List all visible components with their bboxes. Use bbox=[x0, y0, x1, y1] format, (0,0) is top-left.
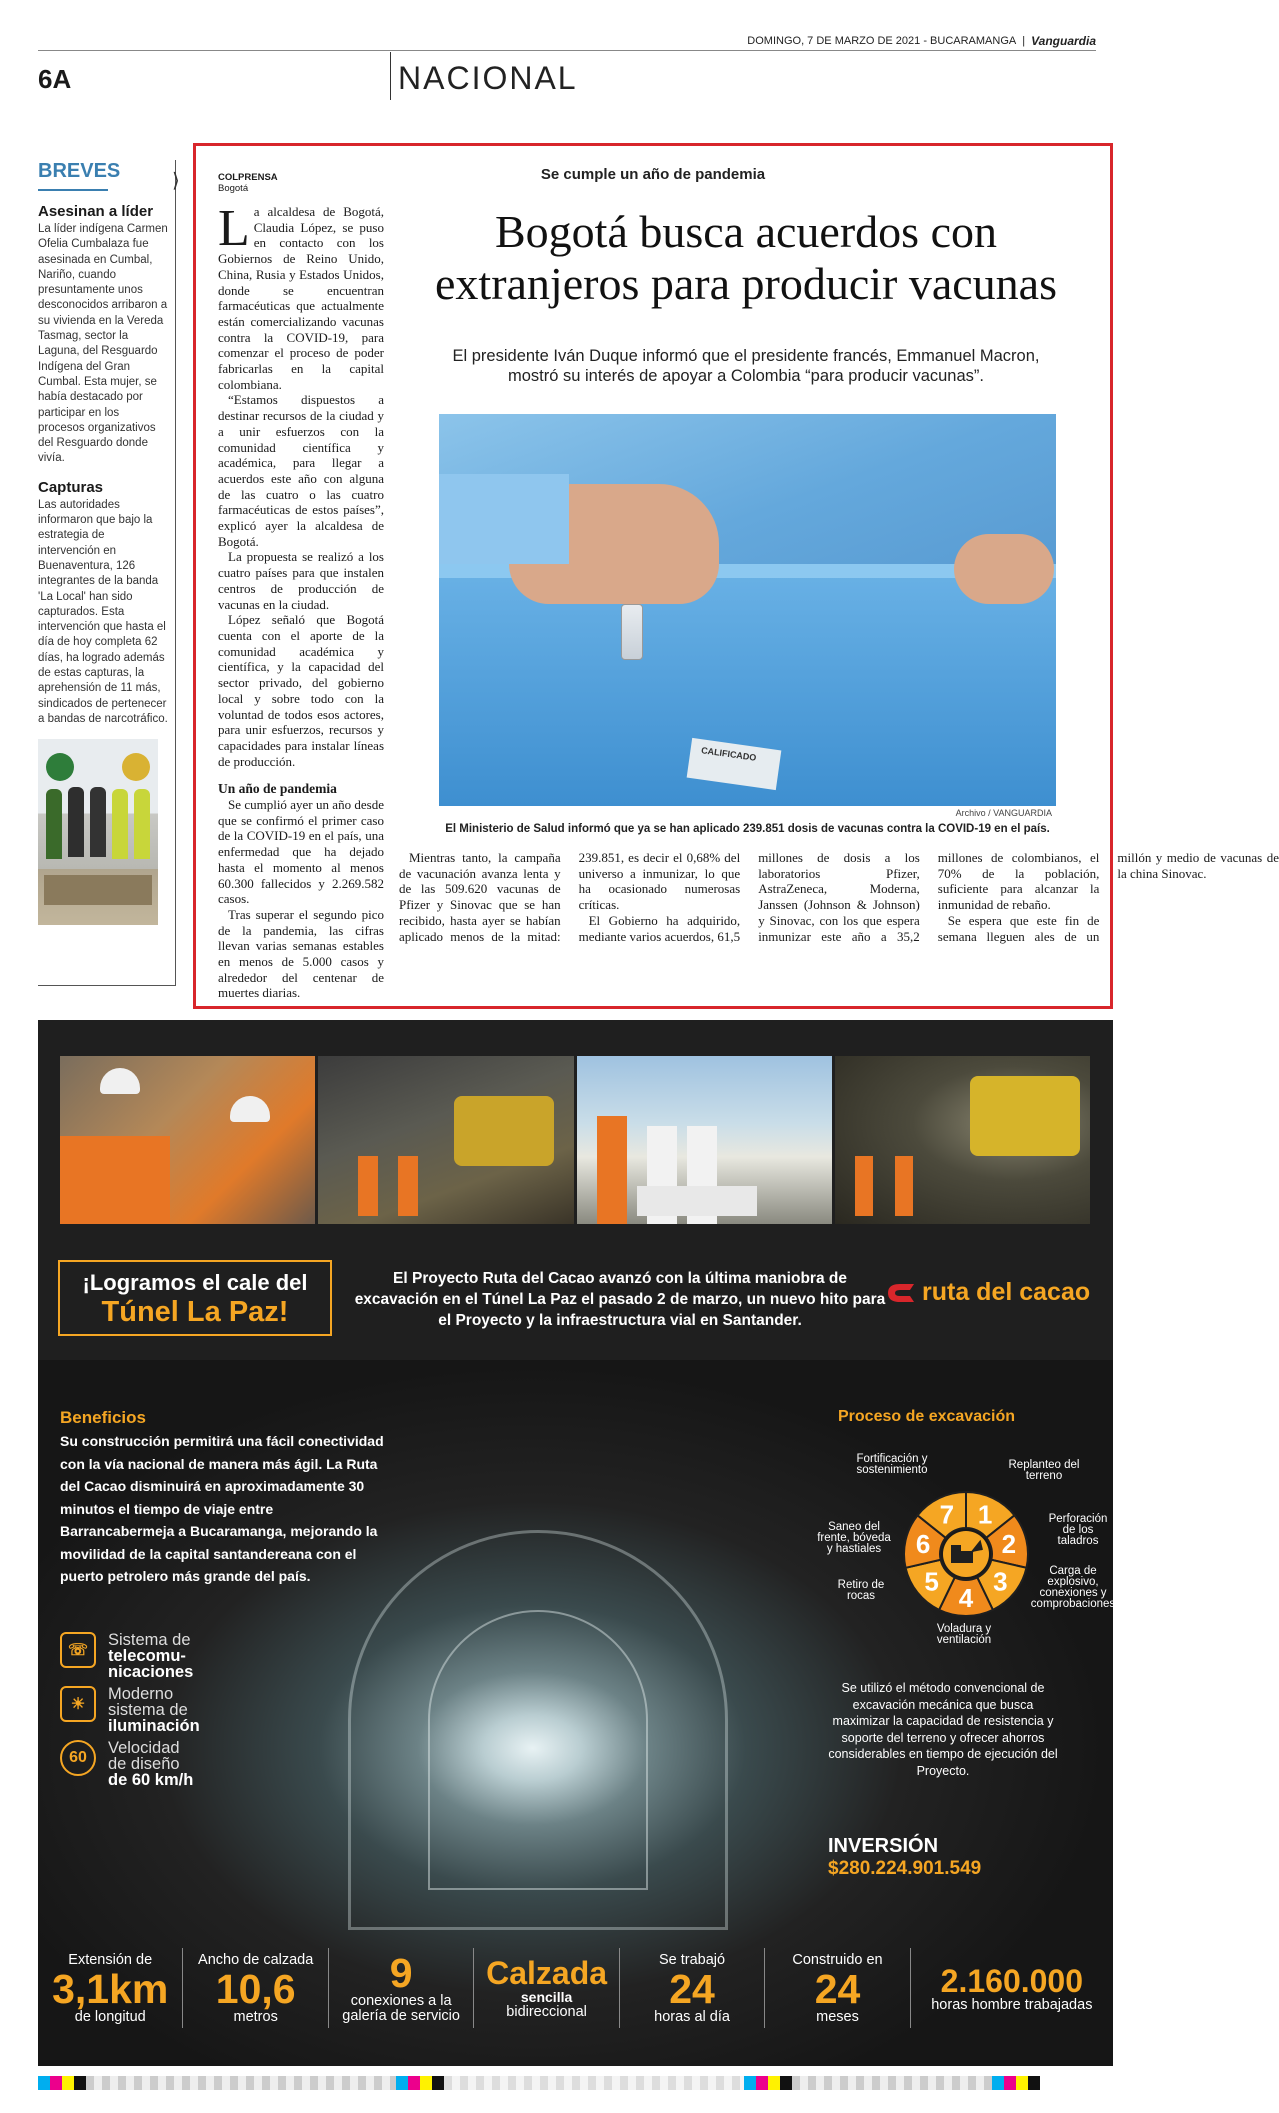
stat-road: Calzada sencilla bidireccional bbox=[474, 1948, 619, 2028]
photo-caption: El Ministerio de Salud informó que ya se han aplicado 239.851 dosis de vacunas contra la COVID-19 en el país. bbox=[445, 823, 1050, 835]
byline bbox=[218, 172, 278, 194]
banner-text: El Proyecto Ruta del Cacao avanzó con la última maniobra de excavación en el Túnel La Paz el pasado 2 de marzo, un nuevo hito para el Proyecto y la infraestructura vial en Santander. bbox=[354, 1270, 886, 1329]
step-label: Retiro de rocas bbox=[837, 1579, 885, 1602]
article-paragraph: Tras superar el segundo pico de la pandemia, las cifras llevan varias semanas estables en menos de 5.000 casos y alrededor del centenar de muertes diarias. bbox=[218, 906, 384, 1001]
ad-photo-officials bbox=[577, 1056, 832, 1224]
article-paragraph: La propuesta se realizó a los cuatro países para que instalen centros de producción de vacunas en la ciudad. bbox=[218, 549, 384, 612]
box-label: CALIFICADO bbox=[700, 745, 757, 763]
breves-title: BREVES bbox=[38, 160, 108, 191]
article-kicker: Se cumple un año de pandemia bbox=[540, 166, 766, 183]
step-label: Fortificación y sostenimiento bbox=[856, 1453, 928, 1476]
breve-photo bbox=[38, 739, 158, 925]
photo-credit: Archivo / VANGUARDIA bbox=[955, 808, 1052, 818]
army-emblem-icon bbox=[122, 753, 150, 781]
byline-city: Bogotá bbox=[218, 183, 249, 194]
logo-swoosh-icon bbox=[886, 1282, 916, 1304]
process-step-number: 4 bbox=[958, 1583, 974, 1613]
process-step-number: 5 bbox=[924, 1566, 939, 1597]
drill-machine-icon bbox=[970, 1076, 1080, 1156]
feature-lighting: ☀ Moderno sistema de iluminación bbox=[60, 1686, 200, 1734]
breve-headline: Asesinan a líder bbox=[38, 203, 154, 220]
article-bottom-columns bbox=[399, 850, 1279, 1000]
ad-photo-workers bbox=[60, 1056, 315, 1224]
banner-box bbox=[58, 1260, 332, 1336]
article-photo bbox=[439, 414, 1056, 806]
step-label: Carga de explosivo, conexiones y comprobaciones bbox=[1030, 1565, 1116, 1610]
ad-photo-strip bbox=[60, 1056, 1090, 1224]
ruta-del-cacao-logo: ruta del cacao bbox=[886, 1278, 1090, 1307]
process-title: Proceso de excavación bbox=[838, 1408, 1015, 1425]
stat-width: Ancho de calzada 10,6 metros bbox=[183, 1948, 328, 2028]
process-wheel bbox=[816, 1442, 1116, 1672]
breve-text: Las autoridades informaron que bajo la estrategia de intervención en Buenaventura, 126 integrantes de la banda 'La Local' han sido capturados. Esta intervención que hasta el día de hoy completa 62 días, ha logrado además de estas capturas, la aprehensión de 11 más, sindicados de pertenecer a bandas de narcotráfico. bbox=[38, 498, 168, 725]
article-subhead: El presidente Iván Duque informó que el presidente francés, Emmanuel Macron, mostró su interés de apoyar a Colombia “para producir vacunas”. bbox=[452, 347, 1040, 385]
breve-headline: Capturas bbox=[38, 478, 104, 496]
main-article bbox=[193, 143, 1279, 1009]
article-paragraph: El Gobierno ha adquirido, mediante varios acuerdos, 61,5 millones de dosis a los laboratorios Pfizer, AstraZeneca, Moderna, Janssen (Johnson & Johnson) y Sinovac, con los que espera inmunizar este año a 35,2 millones de colombianos, el 70% de la población, suficiente para alcanzar la inmunidad de rebaño. bbox=[578, 850, 1100, 944]
feature-telecom: ☏ Sistema de telecomu- nicaciones bbox=[60, 1632, 193, 1680]
phone-icon: ☏ bbox=[60, 1632, 96, 1668]
step-label: Saneo del frente, bóveda y hastiales bbox=[817, 1521, 891, 1555]
process-step-number: 2 bbox=[1001, 1529, 1017, 1560]
banner-line-2: Túnel La Paz! bbox=[101, 1296, 289, 1328]
investment-value: $280.224.901.549 bbox=[828, 1858, 982, 1879]
section-title: NACIONAL bbox=[398, 60, 578, 96]
stats-bar bbox=[38, 1940, 1113, 2036]
article-paragraph: La alcaldesa de Bogotá, Claudia López, se puso en contacto con los Gobiernos de Reino Unido, China, Rusia y Estados Unidos, donde se encuentran farmacéuticas que actualmente están comercializando vacunas contra la COVID-19, para comenzar el proceso de poder fabricarlas en la capital colombiana. bbox=[218, 200, 384, 392]
brand-logo: Vanguardia bbox=[1031, 34, 1096, 48]
stat-hours-day: Se trabajó 24 horas al día bbox=[620, 1948, 765, 2028]
banner-line-1: ¡Logramos el cale del bbox=[82, 1270, 308, 1295]
step-label: Perforación de los taladros bbox=[1048, 1513, 1108, 1547]
investment-label: INVERSIÓN bbox=[828, 1835, 939, 1857]
article-paragraph: Se cumplió ayer un año desde que se confirmó el primer caso de la COVID-19 en el país, una enfermedad que ha dejado hasta el momento al menos 60.300 fallecidos y 2.269.582 casos. bbox=[218, 797, 384, 907]
stat-extension: Extensión de 3,1km de longitud bbox=[38, 1948, 183, 2028]
drop-cap: L bbox=[218, 200, 250, 257]
process-step-number: 3 bbox=[993, 1566, 1008, 1597]
step-label: Replanteo del terreno bbox=[1008, 1459, 1080, 1482]
dateline: DOMINGO, 7 DE MARZO DE 2021 - BUCARAMANGA | Vanguardia bbox=[747, 34, 1096, 48]
print-color-bar bbox=[38, 2076, 1113, 2090]
article-paragraph: Se espera que este fin de semana lleguen ales de un millón y medio de vacunas de la china Sinovac. bbox=[937, 850, 1279, 944]
light-icon: ☀ bbox=[60, 1686, 96, 1722]
police-emblem-icon bbox=[46, 753, 74, 781]
process-step-number: 7 bbox=[939, 1499, 955, 1530]
breve-text: La líder indígena Carmen Ofelia Cumbalaza fue asesinada en Cumbal, Nariño, cuando presuntamente unos desconocidos arribaron a su vivienda en la Vereda Tasmag, sector la Laguna, del Resguardo Indígena del Gran Cumbal. Esta mujer, se había destacado por participar en los procesos organizativos del Resguardo donde vivía. bbox=[38, 223, 168, 465]
breves-bracket-icon: ⟩ bbox=[172, 170, 180, 192]
advertisement bbox=[38, 1020, 1116, 2066]
article-paragraph: López señaló que Bogotá cuenta con el aporte de la comunidad académica y científica, y la capacidad del sector privado, del gobierno local y sobre todo con la voluntad de todos esos actores, para unir esfuerzos, recursos y capacidades para instalar líneas de producción. bbox=[218, 612, 384, 769]
method-text: Se utilizó el método convencional de excavación mecánica que busca maximizar la capacidad de resistencia y soporte del terreno y ofrecer ahorros considerables en tiempo de ejecución del Proyecto. bbox=[828, 1681, 1058, 1778]
speed-icon: 60 bbox=[60, 1740, 96, 1776]
article-column-1 bbox=[218, 200, 384, 1001]
header-rule bbox=[38, 50, 1096, 51]
feature-speed: 60 Velocidad de diseño de 60 km/h bbox=[60, 1740, 193, 1788]
process-step-number: 1 bbox=[977, 1499, 993, 1530]
article-subtitle: Un año de pandemia bbox=[218, 781, 337, 797]
article-headline: Bogotá busca acuerdos con extranjeros para producir vacunas bbox=[435, 206, 1057, 309]
article-paragraph: Mientras tanto, la campaña de vacunación avanza lenta y de las 509.620 vacunas de Pfizer y Sinovac que se han recibido, hasta ayer se habían aplicado menos de la mitad: 239.851, es decir el 0,68% del universo a inmunizar, lo que ha ocasionado numerosas críticas. bbox=[399, 850, 741, 944]
step-label: Voladura y ventilación bbox=[936, 1623, 992, 1646]
ad-photo-tunnel-crew bbox=[318, 1056, 573, 1224]
byline-agency: COLPRENSA bbox=[218, 172, 278, 183]
date-location: DOMINGO, 7 DE MARZO DE 2021 - BUCARAMANGA bbox=[747, 35, 1017, 47]
right-hand bbox=[954, 534, 1054, 604]
stat-man-hours: 2.160.000 horas hombre trabajadas bbox=[931, 1962, 1093, 2013]
section-divider bbox=[390, 52, 391, 100]
ad-photo-excavation bbox=[835, 1056, 1090, 1224]
article-paragraph: “Estamos dispuestos a destinar recursos de la ciudad y a unir esfuerzos con la comunidad científica y académica, para llegar a acuerdos este año con alguna de las cuatro o las cuatro farmacéuticas de estos países”, explicó ayer la alcaldesa de Bogotá. bbox=[218, 392, 384, 549]
benefits-text: Su construcción permitirá una fácil conectividad con la vía nacional de manera más ágil. La Ruta del Cacao disminuirá en aproximadamente 30 minutos el tiempo de viaje entre Barrancabermeja a Bucaramanga, mejorando la movilidad de la capital santandereana con el puerto petrolero más grande del país. bbox=[60, 1433, 384, 1584]
excavator-icon bbox=[454, 1096, 554, 1166]
stat-months: Construido en 24 meses bbox=[765, 1948, 910, 2028]
stat-connections: 9 conexiones a la galería de servicio bbox=[329, 1948, 474, 2028]
breves-column bbox=[38, 160, 176, 986]
benefits-title: Beneficios bbox=[60, 1408, 146, 1427]
process-step-number: 6 bbox=[915, 1529, 931, 1560]
page-number: 6A bbox=[38, 64, 72, 94]
vaccine-vial bbox=[621, 604, 643, 660]
helmet-icon bbox=[100, 1068, 140, 1094]
